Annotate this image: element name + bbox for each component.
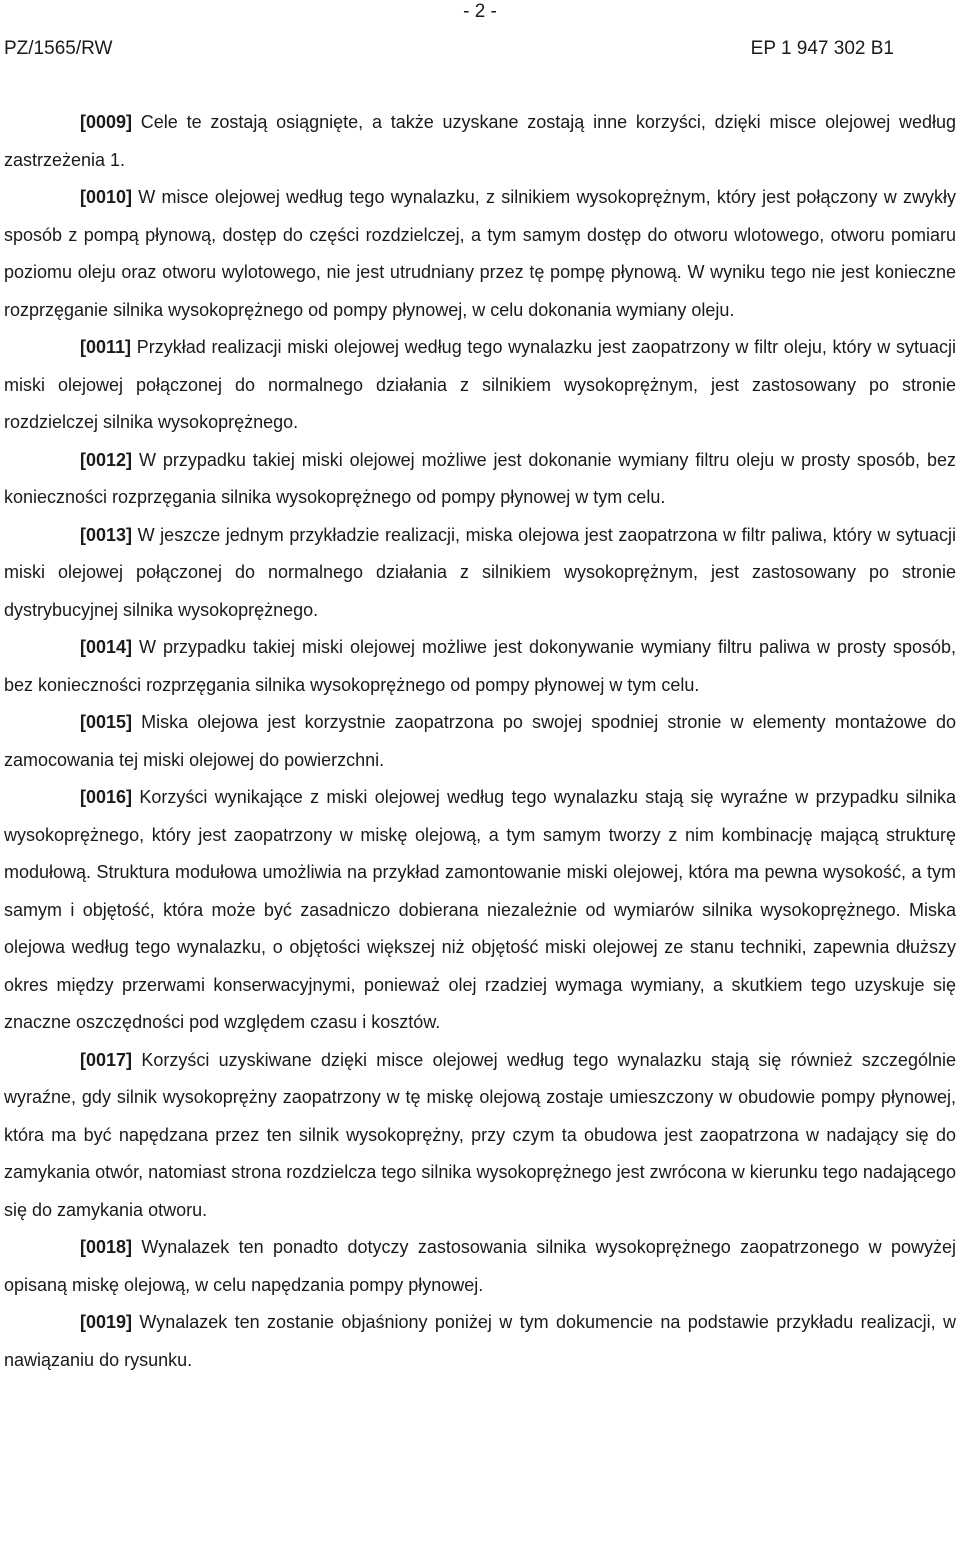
paragraph-number: [0011] xyxy=(80,337,132,357)
paragraph-text: Cele te zostają osiągnięte, a także uzyskane zostają inne korzyści, dzięki misce olejowej według zastrzeżenia 1. xyxy=(4,112,956,170)
paragraph-text: Przykład realizacji miski olejowej według tego wynalazku jest zaopatrzony w filtr oleju, który w sytuacji miski olejowej połączonej do normalnego działania z silnikiem wysokoprężnym, jest zastosowany po stronie rozdzielczej silnika wysokoprężnego. xyxy=(4,337,956,432)
paragraph-number: [0014] xyxy=(80,637,133,657)
paragraph-number: [0010] xyxy=(80,187,133,207)
paragraph-number: [0009] xyxy=(80,112,133,132)
paragraph-text: W jeszcze jednym przykładzie realizacji, miska olejowa jest zaopatrzona w filtr paliwa, który w sytuacji miski olejowej połączonej do normalnego działania z silnikiem wysokoprężnym, jest zastosowany po stronie dystrybucyjnej silnika wysokoprężnego. xyxy=(4,524,956,620)
paragraph-text: Korzyści uzyskiwane dzięki misce olejowej według tego wynalazku stają się również szczególnie wyraźne, gdy silnik wysokoprężny zaopatrzony w tę miskę olejową zostaje umieszczony w obudowie pompy płynowej, która ma być napędzana przez ten silnik wysokoprężny, przy czym ta obudowa jest zaopatrzona w nadający się do zamykania otwór, natomiast strona rozdzielcza tego silnika wysokoprężnego jest zwrócona w kierunku tego nadającego się do zamykania otworu. xyxy=(4,1049,956,1220)
document-reference: PZ/1565/RW xyxy=(4,38,113,59)
paragraph-0014 xyxy=(4,629,956,704)
paragraph-0013 xyxy=(4,517,956,630)
paragraph-0012 xyxy=(4,442,956,517)
paragraph-0017 xyxy=(4,1042,956,1230)
paragraph-text: W misce olejowej według tego wynalazku, z silnikiem wysokoprężnym, który jest połączony w zwykły sposób z pompą płynową, dostęp do części rozdzielczej, a tym samym dostęp do otworu wlotowego, otworu pomiaru poziomu oleju oraz otworu wylotowego, nie jest utrudniany przez tę pompę płynową. W wyniku tego nie jest konieczne rozprzęganie silnika wysokoprężnego od pompy płynowej, w celu dokonania wymiany oleju. xyxy=(4,187,956,320)
paragraph-number: [0012] xyxy=(80,449,133,470)
paragraph-0016 xyxy=(4,779,956,1042)
paragraph-text: Korzyści wynikające z miski olejowej według tego wynalazku stają się wyraźne w przypadku silnika wysokoprężnego, który jest zaopatrzony w miskę olejową, a tym samym tworzy z nim kombinację mającą strukturę modułową. Struktura modułowa umożliwia na przykład zamontowanie miski olejowej, która ma pewna wysokość, a tym samym i objętość, która może być zasadniczo dobierana niezależnie od wymiarów silnika wysokoprężnego. Miska olejowa według tego wynalazku, o objętości większej niż objętość miski olejowej ze stanu techniki, zapewnia dłuższy okres między przerwami konserwacyjnymi, ponieważ olej rzadziej wymaga wymiany, a skutkiem tego uzyskuje się znaczne oszczędności pod względem czasu i kosztów. xyxy=(4,787,956,1032)
paragraph-text: Wynalazek ten zostanie objaśniony poniżej w tym dokumencie na podstawie przykładu realizacji, w nawiązaniu do rysunku. xyxy=(4,1312,956,1370)
paragraph-0015 xyxy=(4,704,956,779)
paragraph-number: [0016] xyxy=(80,787,133,807)
patent-number: EP 1 947 302 B1 xyxy=(750,38,894,59)
paragraph-number: [0013] xyxy=(80,524,133,545)
paragraph-0009 xyxy=(4,104,956,179)
paragraph-number: [0019] xyxy=(80,1312,133,1332)
paragraph-0018 xyxy=(4,1229,956,1304)
paragraph-0019 xyxy=(4,1304,956,1379)
page-number: - 2 - xyxy=(463,1,497,22)
paragraph-text: Miska olejowa jest korzystnie zaopatrzona po swojej spodniej stronie w elementy montażowe do zamocowania tej miski olejowej do powierzchni. xyxy=(4,712,956,770)
paragraph-number: [0018] xyxy=(80,1237,133,1257)
paragraph-number: [0017] xyxy=(80,1049,133,1070)
paragraph-0010 xyxy=(4,179,956,329)
paragraph-text: Wynalazek ten ponadto dotyczy zastosowania silnika wysokoprężnego zaopatrzonego w powyżej opisaną miskę olejową, w celu napędzania pompy płynowej. xyxy=(4,1237,956,1295)
paragraph-text: W przypadku takiej miski olejowej możliwe jest dokonywanie wymiany filtru paliwa w prosty sposób, bez konieczności rozprzęgania silnika wysokoprężnego od pompy płynowej w tym celu. xyxy=(4,637,956,695)
paragraph-number: [0015] xyxy=(80,712,133,732)
paragraph-text: W przypadku takiej miski olejowej możliwe jest dokonanie wymiany filtru oleju w prosty sposób, bez konieczności rozprzęgania silnika wysokoprężnego od pompy płynowej w tym celu. xyxy=(4,449,956,507)
paragraph-0011 xyxy=(4,329,956,442)
document-body xyxy=(4,104,956,1379)
